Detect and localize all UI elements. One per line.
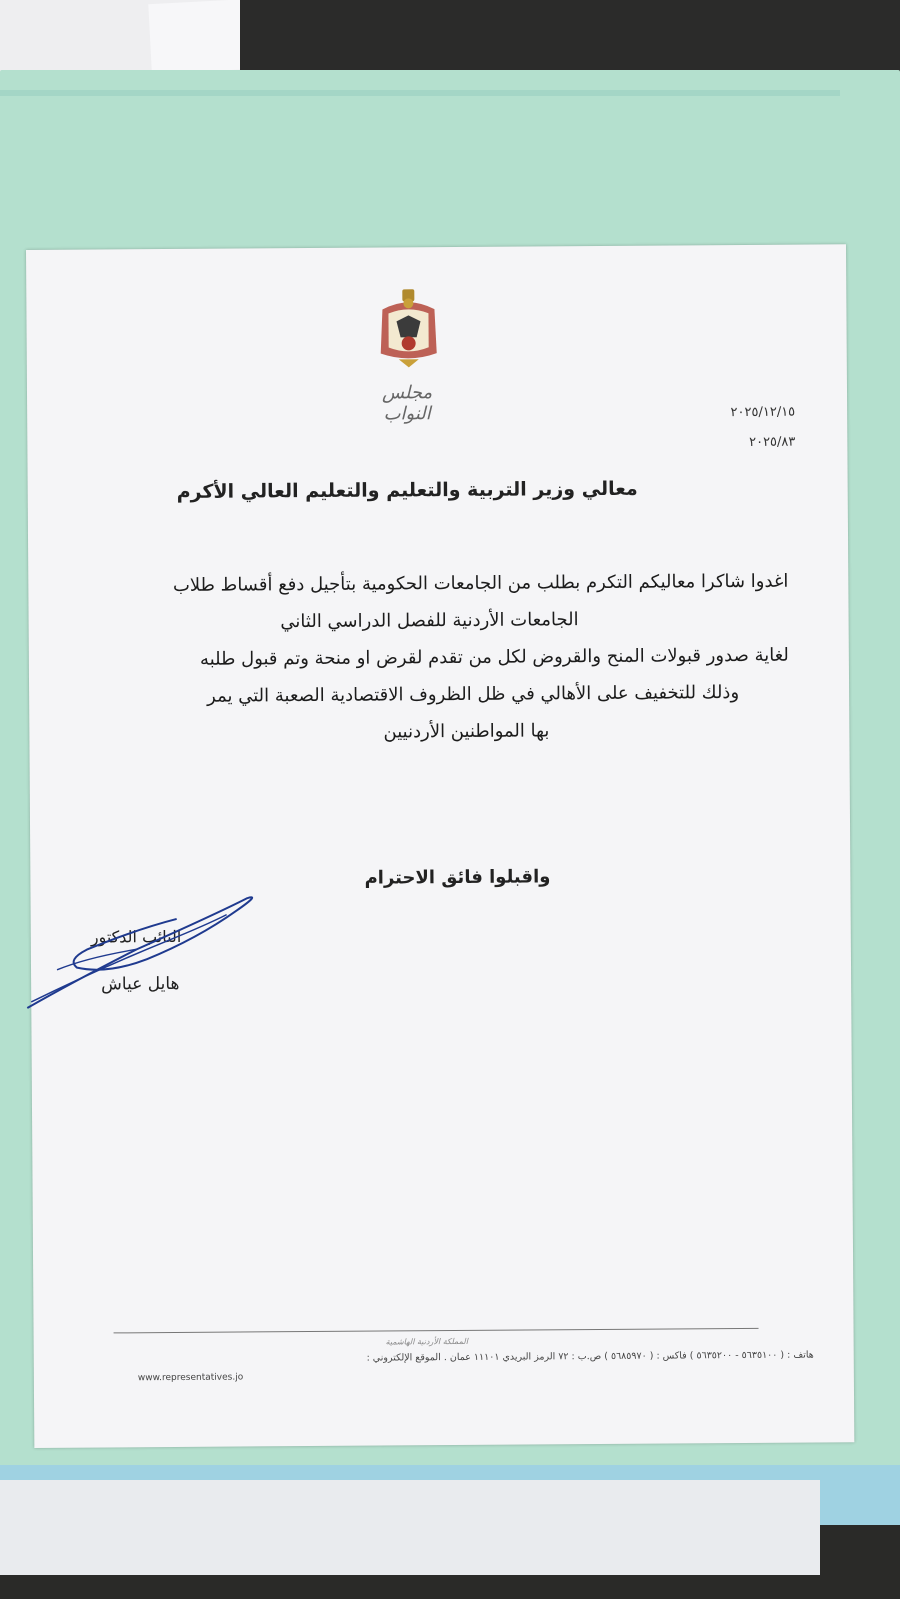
body-line: اغدوا شاكرا معاليكم التكرم بطلب من الجامعات الحكومية بتأجيل دفع أقساط طلاب (172, 570, 789, 596)
body-line: بها المواطنين الأردنيين (383, 720, 550, 743)
letter-date: ٢٠٢٥/١٢/١٥ (730, 404, 796, 421)
reference-number: ٢٠٢٥/٨٣ (749, 434, 796, 450)
body-line: الجامعات الأردنية للفصل الدراسي الثاني (280, 609, 579, 633)
addressee: معالي وزير التربية والتعليم والتعليم العالي الأكرم (176, 477, 638, 503)
body-line: وذلك للتخفيف على الأهالي في ظل الظروف الاقتصادية الصعبة التي يمر (207, 682, 740, 707)
footer-contact: هاتف : ( ٥٦٣٥١٠٠ - ٥٦٣٥٢٠٠ ) فاكس : ( ٥٦٨٥٩٧٠ ) ص.ب : ٧٢ الرمز البريدي ١١١٠١ عمان . الموقع الإلكتروني : (366, 1349, 814, 1364)
footer-divider (114, 1328, 759, 1334)
council-name: مجلس النواب (381, 382, 433, 425)
handwritten-signature (16, 888, 257, 1020)
coat-of-arms-icon (376, 287, 441, 369)
footer-mark: المملكة الأردنية الهاشمية (385, 1336, 468, 1347)
signatory-name: هايل عياش (101, 973, 180, 995)
closing-phrase: واقبلوا فائق الاحترام (364, 866, 551, 889)
body-line: لغاية صدور قبولات المنح والقروض لكل من تقدم لقرض او منحة وتم قبول طلبه (199, 644, 789, 670)
letter-page (26, 244, 854, 1448)
footer-website: www.representatives.jo (137, 1372, 244, 1384)
signatory-title: النائب الدكتور (90, 926, 182, 947)
letter-body (88, 563, 789, 753)
bottom-paper (0, 1480, 820, 1575)
